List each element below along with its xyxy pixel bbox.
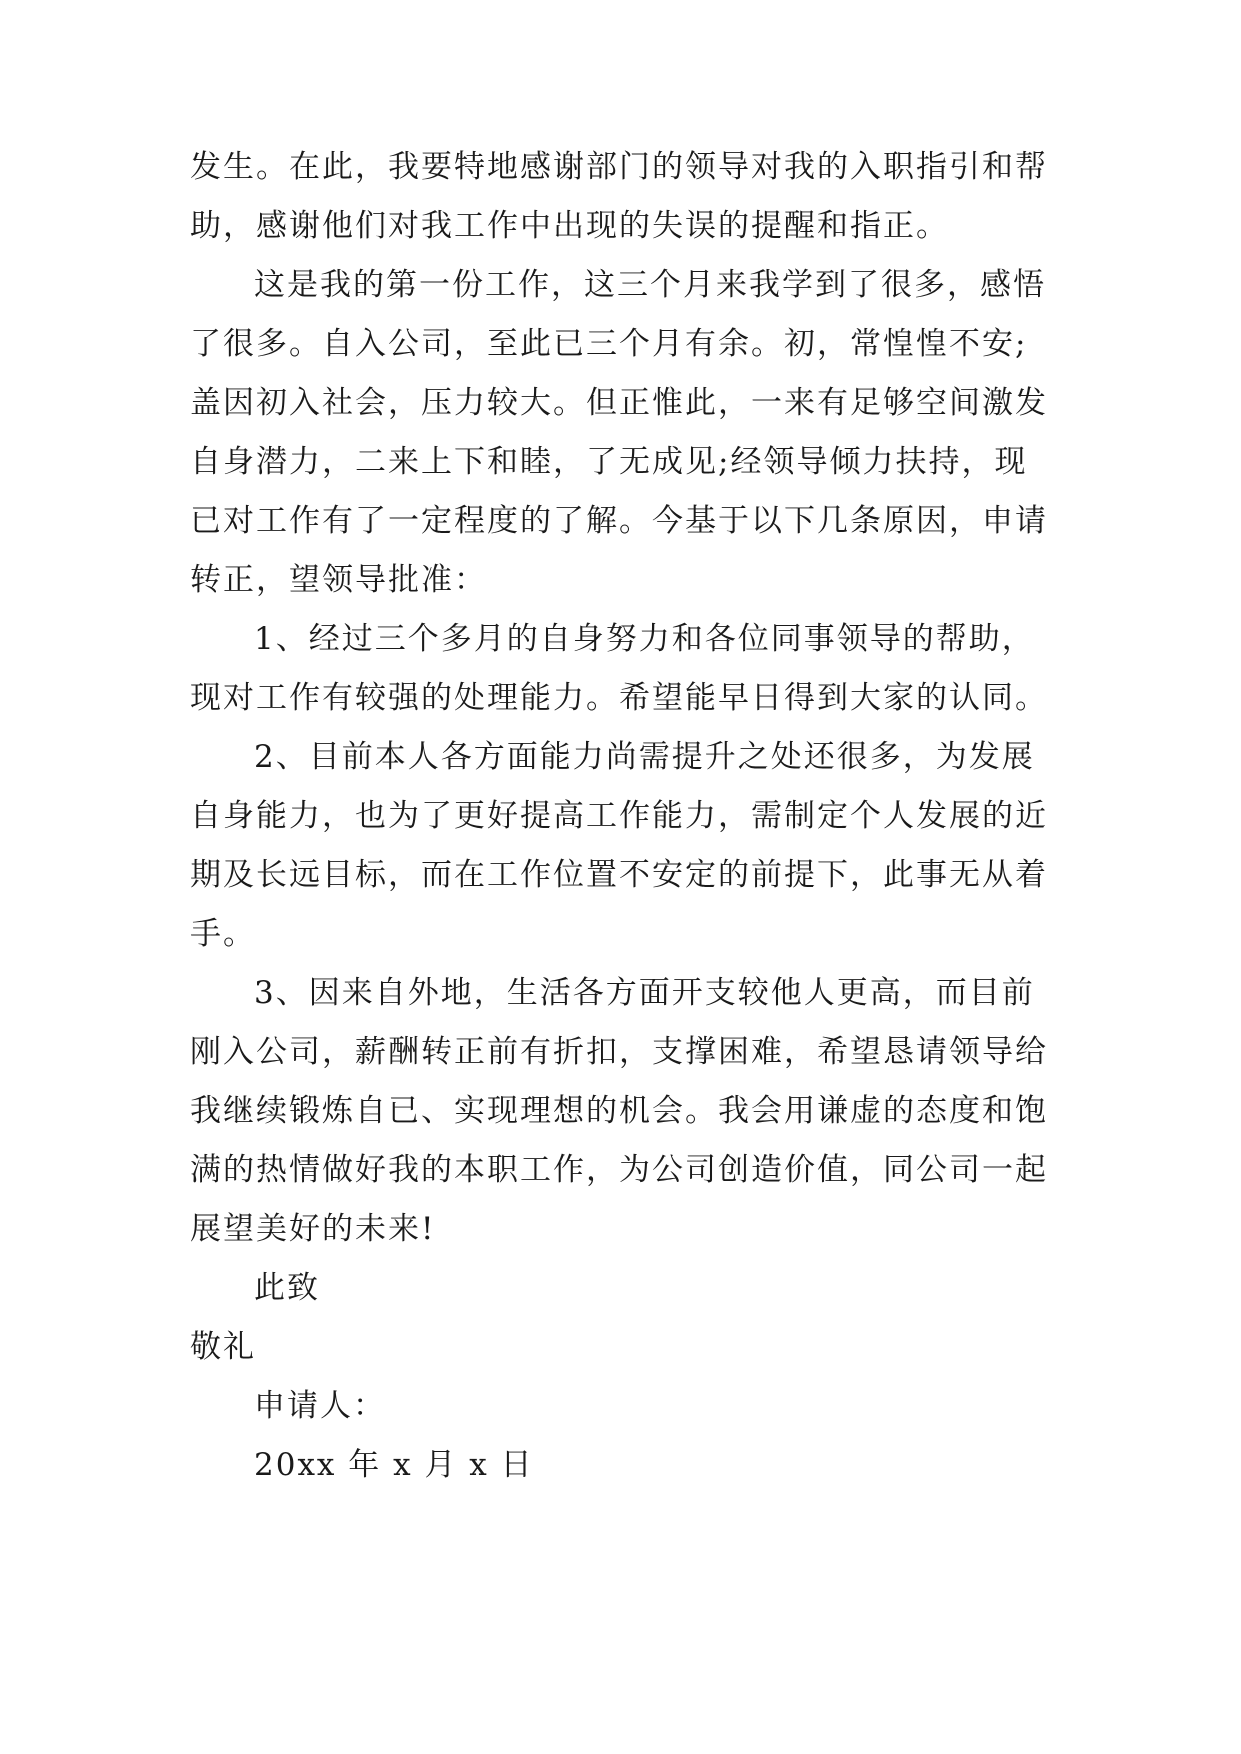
- text-line: 满的热情做好我的本职工作，为公司创造价值，同公司一起: [190, 1152, 1048, 1188]
- applicant-label: 申请人：: [254, 1388, 386, 1424]
- text-line: 发生。在此，我要特地感谢部门的领导对我的入职指引和帮: [190, 149, 1048, 185]
- closing-salutation: 此致: [254, 1270, 320, 1306]
- text-line: 2、目前本人各方面能力尚需提升之处还很多，为发展: [254, 739, 1035, 775]
- text-line: 刚入公司，薪酬转正前有折扣，支撑困难，希望恳请领导给: [190, 1034, 1048, 1070]
- text-line: 自身能力，也为了更好提高工作能力，需制定个人发展的近: [190, 798, 1048, 834]
- text-line: 已对工作有了一定程度的了解。今基于以下几条原因，申请: [190, 503, 1048, 539]
- date-line: 20xx 年 x 月 x 日: [254, 1447, 534, 1483]
- text-line: 期及长远目标，而在工作位置不安定的前提下，此事无从着: [190, 857, 1048, 893]
- text-line: 手。: [190, 916, 256, 952]
- text-line: 1、经过三个多月的自身努力和各位同事领导的帮助，: [254, 621, 1035, 657]
- text-line: 这是我的第一份工作，这三个月来我学到了很多，感悟: [254, 267, 1046, 303]
- text-line: 我继续锻炼自已、实现理想的机会。我会用谦虚的态度和饱: [190, 1093, 1048, 1129]
- letter-body: [190, 138, 1052, 1495]
- text-line: 了很多。自入公司，至此已三个月有余。初，常惶惶不安;: [190, 326, 1028, 362]
- text-line: 3、因来自外地，生活各方面开支较他人更高，而目前: [254, 975, 1035, 1011]
- text-line: 转正，望领导批准：: [190, 562, 487, 598]
- text-line: 盖因初入社会，压力较大。但正惟此，一来有足够空间激发: [190, 385, 1048, 421]
- text-line: 助，感谢他们对我工作中出现的失误的提醒和指正。: [190, 208, 949, 244]
- text-line: 展望美好的未来!: [190, 1211, 436, 1247]
- text-line: 自身潜力，二来上下和睦，了无成见;经领导倾力扶持，现: [190, 444, 1028, 480]
- closing-regards: 敬礼: [190, 1329, 256, 1365]
- text-line: 现对工作有较强的处理能力。希望能早日得到大家的认同。: [190, 680, 1048, 716]
